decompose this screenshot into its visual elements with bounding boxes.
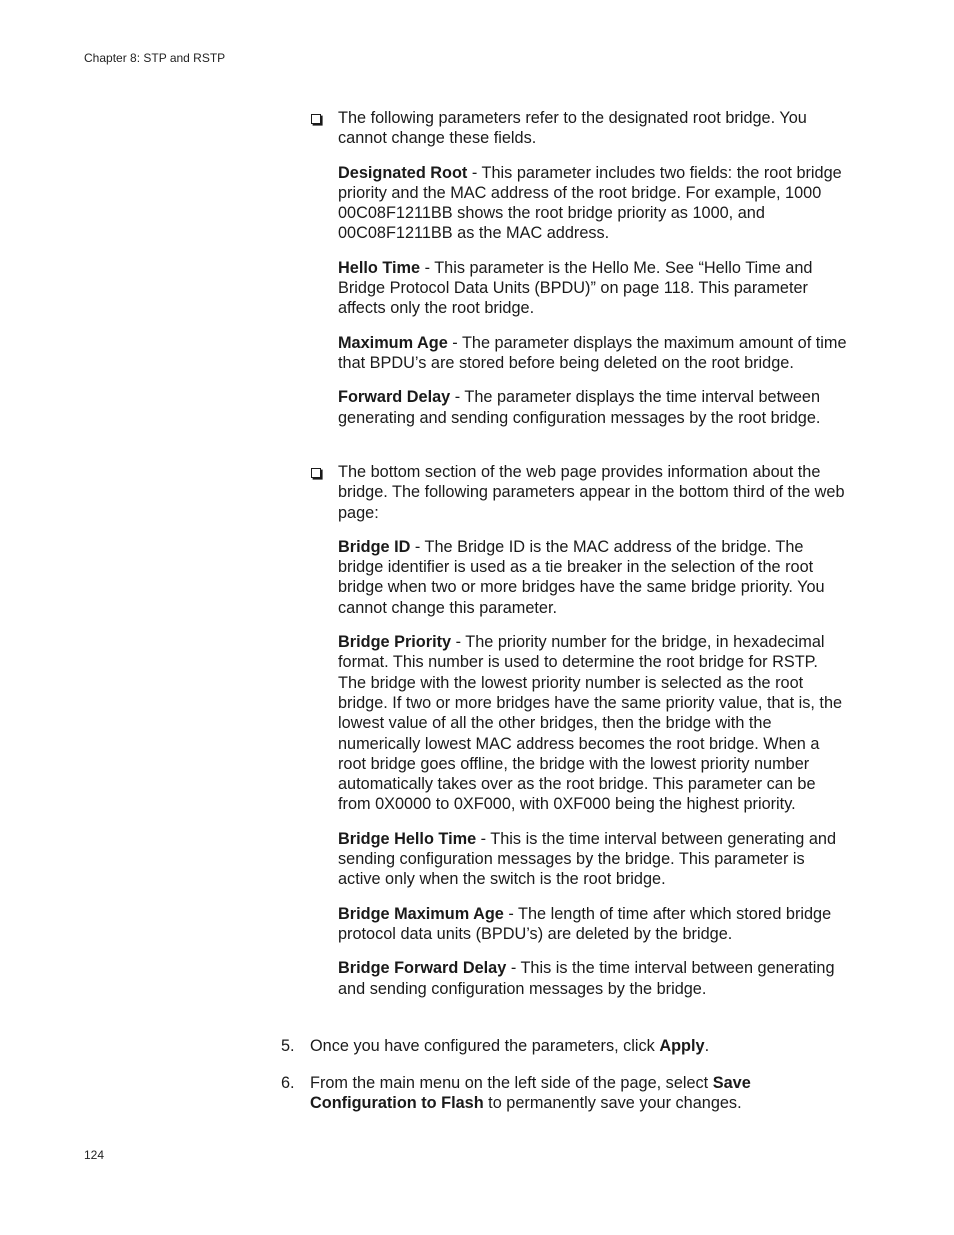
param-bridge-priority	[338, 632, 848, 815]
param-term: Bridge Hello Time	[338, 829, 477, 848]
param-desc: - The length of time after which stored bridge protocol data units (BPDU’s) are deleted by the bridge.	[338, 904, 832, 943]
param-term: Bridge Forward Delay	[338, 959, 507, 978]
param-desc: - The parameter displays the time interval between generating and sending configuration messages by the root bridge.	[338, 388, 821, 427]
bullet-intro: The following parameters refer to the designated root bridge. You cannot change these fields.	[338, 109, 807, 148]
param-term: Forward Delay	[338, 388, 451, 407]
param-term: Bridge ID	[338, 537, 411, 556]
param-bridge-hello-time	[338, 829, 848, 890]
bullet-bridge-params	[338, 462, 848, 999]
checkbox-bullet-icon	[311, 468, 321, 478]
bullet-intro: The bottom section of the web page provides information about the bridge. The following parameters appear in the bottom third of the web page:	[338, 463, 845, 522]
param-bridge-maximum-age	[338, 904, 848, 945]
param-bridge-id	[338, 537, 848, 618]
step-number: 5.	[281, 1037, 295, 1055]
param-term: Bridge Priority	[338, 633, 452, 652]
param-desc: - This parameter includes two fields: the root bridge priority and the MAC address of the root bridge. For example, 1000 00C08F1211BB shows the root bridge priority as 1000, and 00C08F1211BB as the MAC address.	[338, 163, 842, 243]
step-text-post: to permanently save your changes.	[483, 1094, 742, 1113]
param-desc: - The parameter displays the maximum amount of time that BPDU’s are stored before being deleted on the root bridge.	[338, 333, 847, 372]
step-text	[310, 1073, 830, 1114]
step-text-pre: From the main menu on the left side of the page, select	[310, 1074, 713, 1092]
step-number: 6.	[281, 1074, 295, 1092]
step-text-post: .	[704, 1037, 710, 1055]
checkbox-bullet-icon	[311, 114, 321, 124]
param-desc: - This is the time interval between generating and sending configuration messages by the bridge.	[338, 959, 835, 998]
param-term: Hello Time	[338, 258, 421, 277]
step-text	[310, 1036, 830, 1056]
param-desc: - The Bridge ID is the MAC address of the bridge. The bridge identifier is used as a tie breaker in the selection of the root bridge when two or more bridges have the same bridge priority. You cannot change this parameter.	[338, 537, 825, 617]
step-text-pre: Once you have configured the parameters, click	[310, 1037, 660, 1055]
param-bridge-forward-delay	[338, 958, 848, 999]
page-number: 124	[84, 1148, 105, 1162]
param-maximum-age	[338, 333, 848, 374]
param-hello-time	[338, 258, 848, 319]
running-header: Chapter 8: STP and RSTP	[84, 51, 226, 65]
param-desc: - This parameter is the Hello Me. See “Hello Time and Bridge Protocol Data Units (BPDU)” on page 118. This parameter affects only the root bridge.	[338, 258, 813, 318]
param-forward-delay	[338, 387, 848, 428]
param-designated-root	[338, 163, 848, 244]
step-text-bold: Apply	[659, 1037, 705, 1055]
step-text-bold: Save Configuration to Flash	[310, 1074, 751, 1113]
param-term: Designated Root	[338, 163, 468, 182]
param-term: Bridge Maximum Age	[338, 904, 504, 923]
param-desc: - The priority number for the bridge, in hexadecimal format. This number is used to determine the root bridge for RSTP. The bridge with the lowest priority number is selected as the root bridge. If two or more bridges have the same priority value, that is, the lowest value of all the other bridges, then the bridge with the numerically lowest MAC address becomes the root bridge. When a root bridge goes offline, the bridge with the lowest priority number automatically takes over as the root bridge. This parameter can be from 0X0000 to 0XF000, with 0XF000 being the highest priority.	[338, 633, 843, 814]
param-term: Maximum Age	[338, 333, 448, 352]
bullet-designated-root-params	[338, 108, 848, 428]
param-desc: - This is the time interval between generating and sending configuration messages by the bridge. This parameter is active only when the switch is the root bridge.	[338, 829, 837, 889]
